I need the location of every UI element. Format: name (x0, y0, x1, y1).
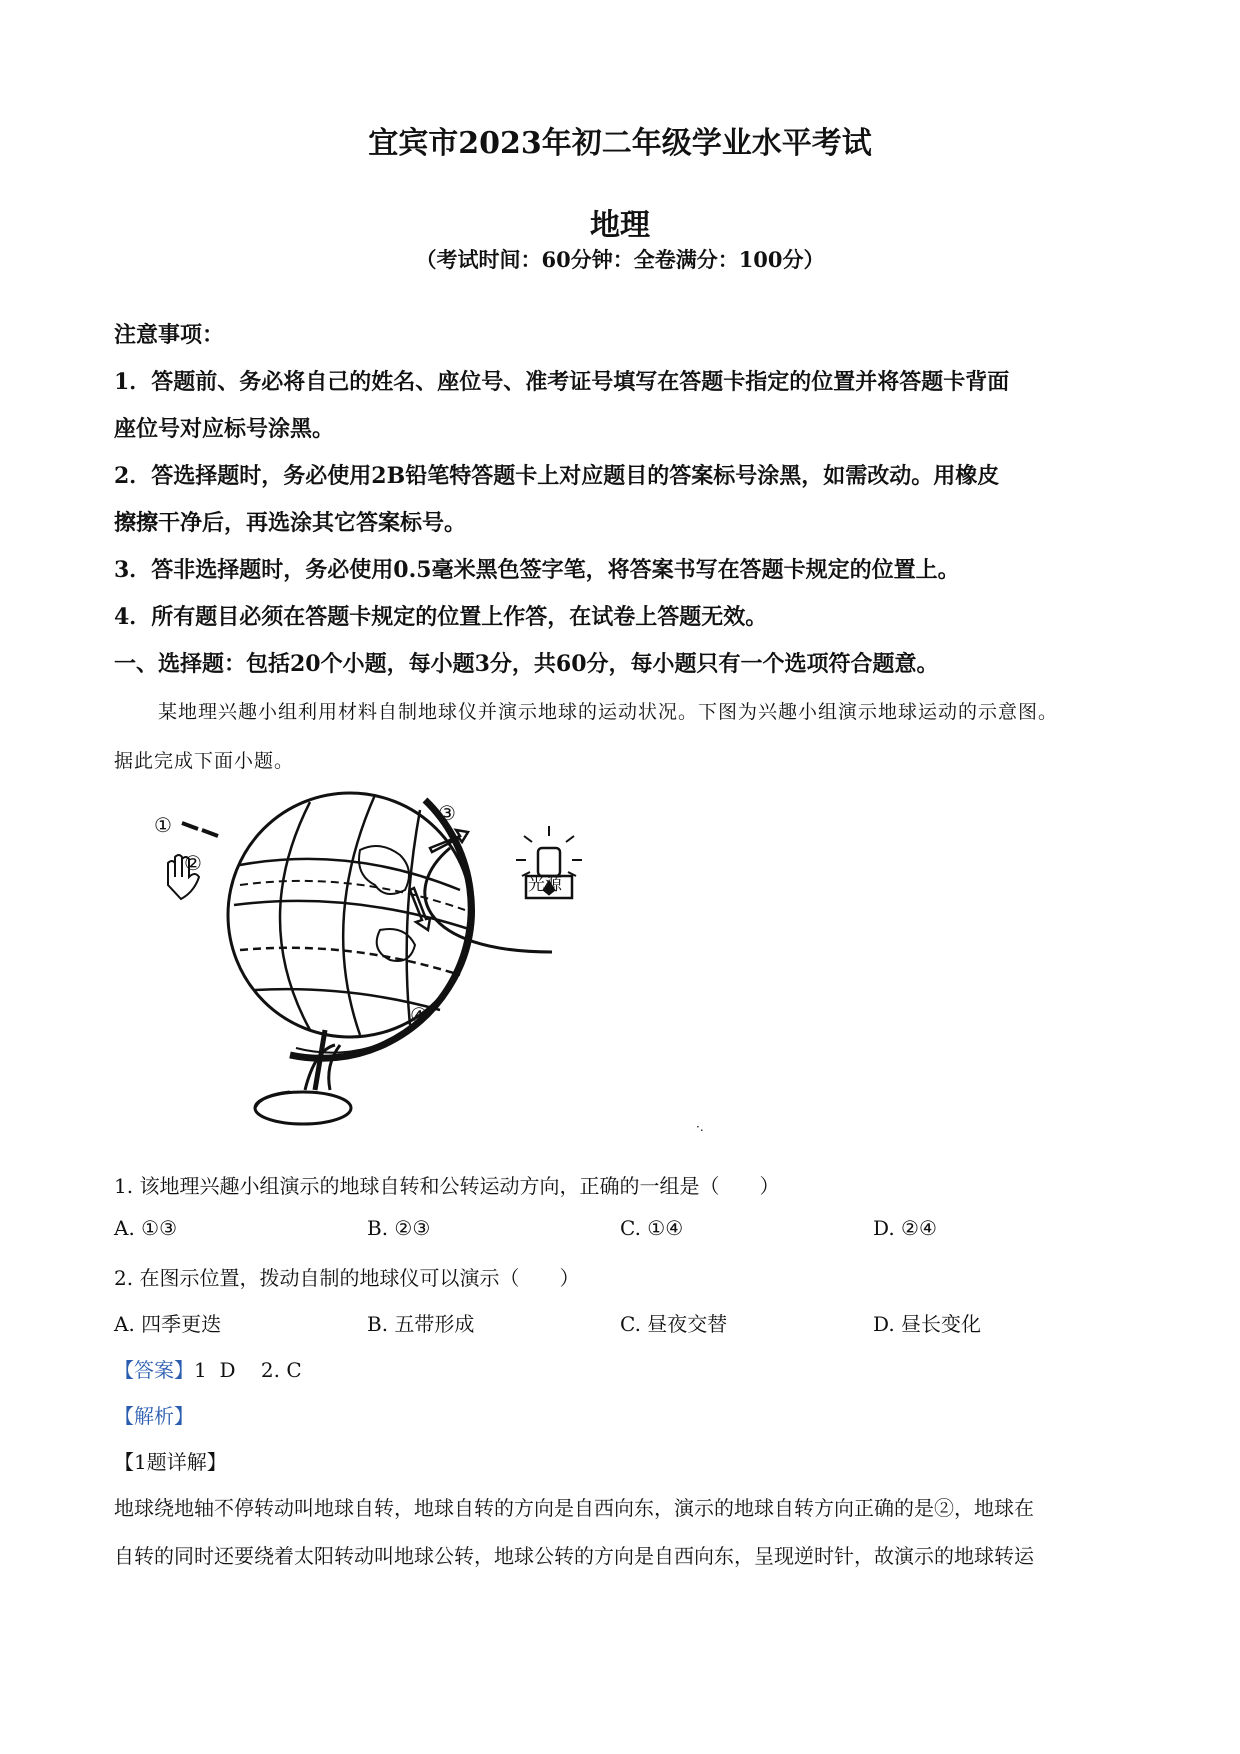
section-heading: 一、选择题：包括20个小题，每小题3分，共60分，每小题只有一个选项符合题意。 (114, 651, 939, 677)
analysis-label: 【解析】 (114, 1404, 194, 1428)
notice-item-2-line-2: 擦擦干净后，再选涂其它答案标号。 (114, 510, 467, 536)
answer-label: 【答案】 (114, 1358, 194, 1382)
notice-item-4: 4．所有题目必须在答题卡规定的位置上作答，在试卷上答题无效。 (114, 604, 768, 630)
figure-dot: ·. (696, 1120, 704, 1134)
subject-title: 地理 (590, 208, 650, 243)
exam-info: （考试时间：60分钟：全卷满分：100分） (415, 247, 825, 272)
question-2-option-d: D. 昼长变化 (873, 1312, 982, 1336)
question-2-option-b: B. 五带形成 (367, 1312, 475, 1336)
marker-3: ③ (438, 801, 456, 825)
question-2-option-a: A. 四季更迭 (114, 1312, 222, 1336)
marker-1: ① (154, 813, 172, 837)
globe-figure (154, 790, 720, 1140)
notice-item-3: 3．答非选择题时，务必使用0.5毫米黑色签字笔，将答案书写在答题卡规定的位置上。 (114, 557, 960, 583)
question-1-option-d: D. ②④ (873, 1216, 937, 1240)
detail-label: 【1题详解】 (114, 1450, 227, 1474)
notice-heading: 注意事项： (114, 322, 225, 348)
marker-4: ④ (410, 1003, 428, 1027)
question-2-stem: 2. 在图示位置，拨动自制的地球仪可以演示（ ） (114, 1266, 580, 1290)
intro-line-1: 某地理兴趣小组利用材料自制地球仪并演示地球的运动状况。下图为兴趣小组演示地球运动的示意图。 (158, 701, 1059, 723)
question-1-option-c: C. ①④ (620, 1216, 684, 1240)
notice-item-1-line-1: 1．答题前、务必将自己的姓名、座位号、准考证号填写在答题卡指定的位置并将答题卡背面 (114, 369, 1010, 395)
analysis-line-2: 自转的同时还要绕着太阳转动叫地球公转，地球公转的方向是自西向东，呈现逆时针，故演示的地球转运 (114, 1544, 1034, 1568)
question-1-option-b: B. ②③ (367, 1216, 431, 1240)
exam-title: 宜宾市2023年初二年级学业水平考试 (368, 126, 872, 161)
light-source-label: 光源 (528, 875, 562, 895)
question-1-option-a: A. ①③ (114, 1216, 178, 1240)
question-1-stem: 1. 该地理兴趣小组演示的地球自转和公转运动方向，正确的一组是（ ） (114, 1174, 780, 1198)
answer-value: 1 D 2. C (194, 1358, 302, 1382)
notice-item-1-line-2: 座位号对应标号涂黑。 (114, 416, 335, 442)
analysis-line-1: 地球绕地轴不停转动叫地球自转，地球自转的方向是自西向东，演示的地球自转方向正确的是②，地球在 (114, 1496, 1034, 1520)
answer-line (114, 1354, 302, 1383)
marker-2: ② (184, 851, 202, 875)
notice-item-2-line-1: 2．答选择题时，务必使用2B铅笔特答题卡上对应题目的答案标号涂黑，如需改动。用橡皮 (114, 463, 1000, 489)
question-2-option-c: C. 昼夜交替 (620, 1312, 728, 1336)
intro-line-2: 据此完成下面小题。 (114, 750, 295, 772)
